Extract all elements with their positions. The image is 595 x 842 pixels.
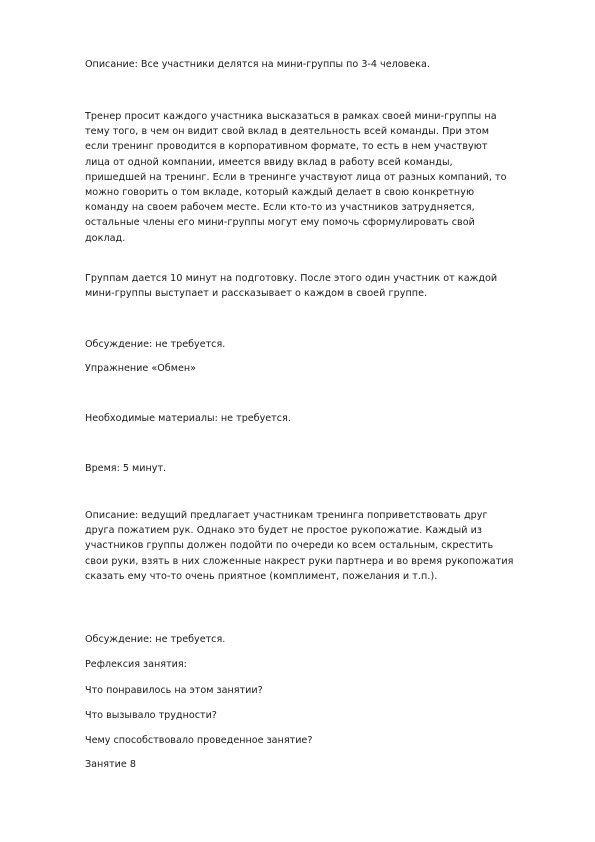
description-paragraph-1: Описание: Все участники делятся на мини-группы по 3-4 человека. [85, 59, 430, 70]
preparation-paragraph: Группам дается 10 минут на подготовку. После этого один участник от каждой мини-группы выступает и рассказывает о каждом в своей группе. [85, 273, 498, 300]
time-line: Время: 5 минут. [85, 463, 167, 474]
exercise-title: Упражнение «Обмен» [85, 363, 196, 374]
reflection-question-1: Что понравилось на этом занятии? [85, 685, 263, 696]
lesson-heading: Занятие 8 [85, 759, 136, 770]
reflection-question-2: Что вызывало трудности? [85, 710, 217, 721]
trainer-instructions-paragraph: Тренер просит каждого участника высказаться в рамках своей мини-группы на тему того, в чем он видит свой вклад в деятельность всей команды. При этом если тренинг проводится в корпоративном формате, то есть в нем участвуют лица от одной компании, имеется ввиду вклад в работу всей команды, пришедшей на тренинг. Если в тренинге участвуют лица от разных компаний, то можно говорить о том вкладе, который каждый делает в свою конкретную команду на своем рабочем месте. Если кто-то из участников затрудняется, остальные члены его мини-группы могут ему помочь сформулировать свой доклад. [85, 111, 507, 244]
description-paragraph-2: Описание: ведущий предлагает участникам тренинга поприветствовать друг друга пожатием рук. Однако это будет не простое рукопожатие. Каждый из участников группы должен подойти по очереди ко всем остальным, скрестить свои руки, взять в них сложенные накрест руки партнера и во время рукопожатия сказать ему что-то очень приятное (комплимент, пожелания и т.п.). [85, 510, 514, 582]
reflection-question-3: Чему способствовало проведенное занятие? [85, 735, 313, 746]
reflection-heading: Рефлексия занятия: [85, 659, 187, 670]
discussion-line-1: Обсуждение: не требуется. [85, 339, 226, 350]
discussion-line-2: Обсуждение: не требуется. [85, 634, 226, 645]
materials-line: Необходимые материалы: не требуется. [85, 413, 291, 424]
